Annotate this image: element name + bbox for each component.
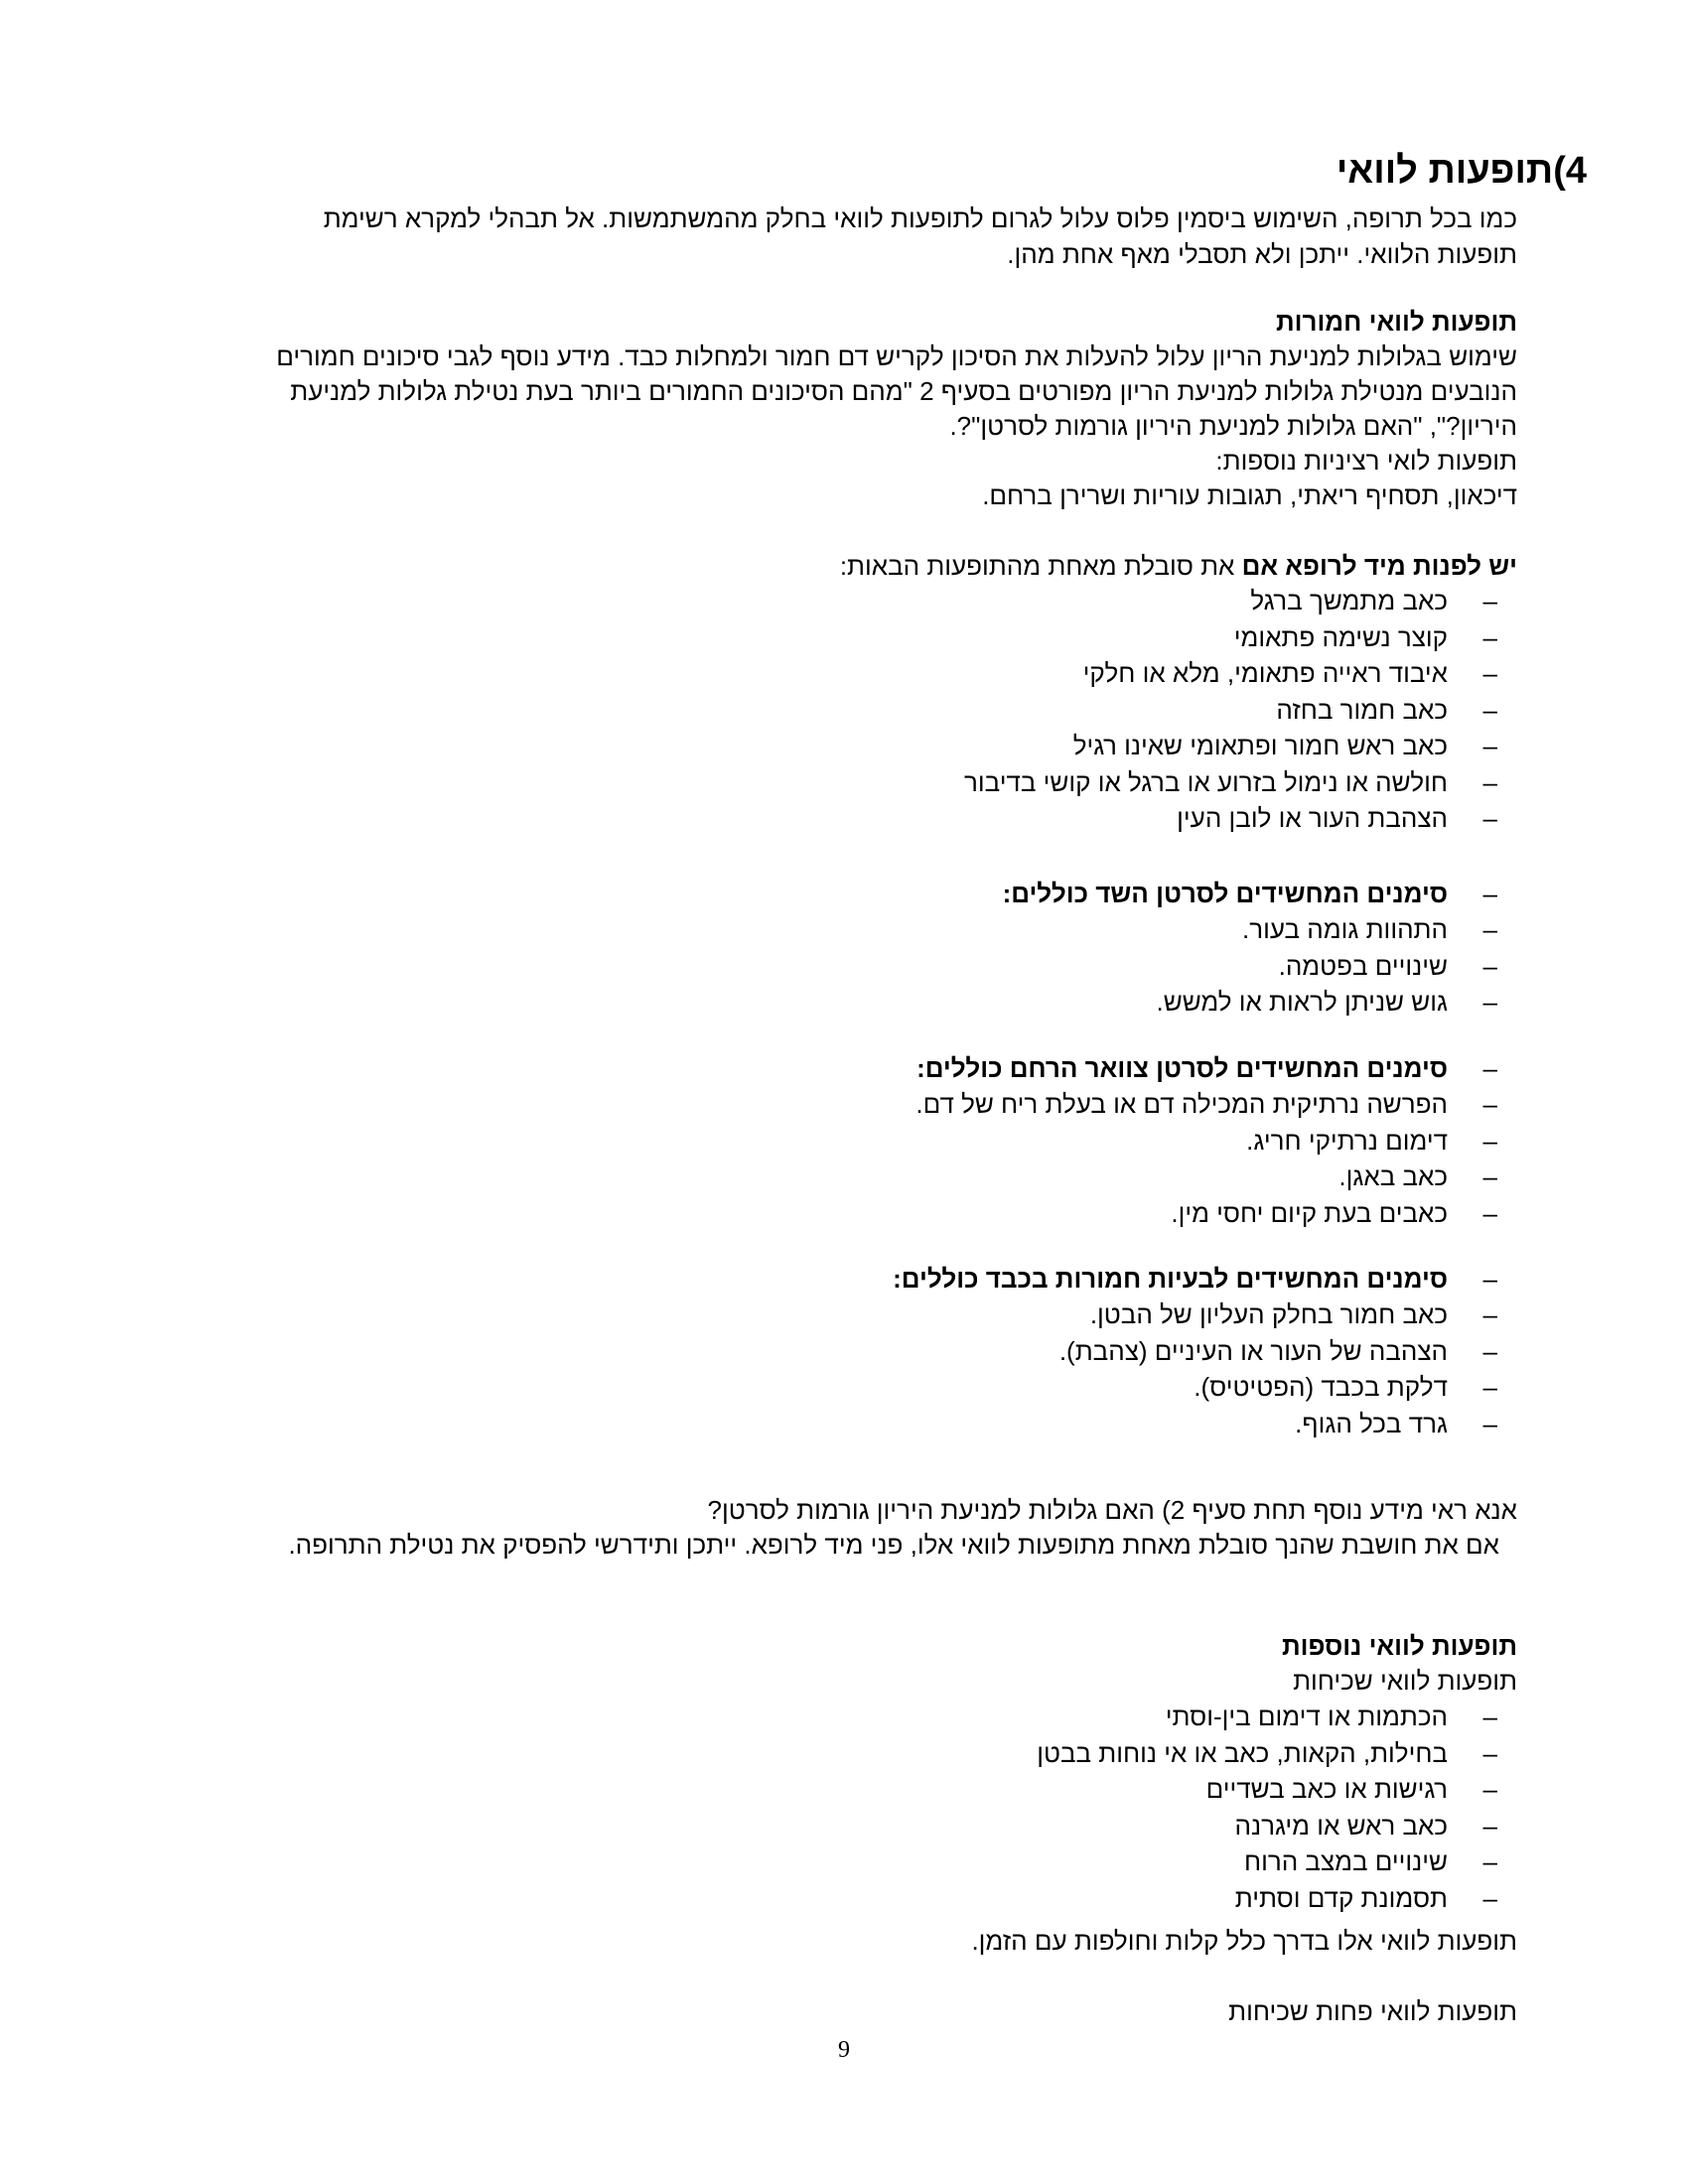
- dash-marker: –: [1482, 987, 1497, 1017]
- cervix-sign-item: [915, 1086, 1497, 1122]
- doctor-symptom-item: [1177, 800, 1497, 836]
- common-effect-item-text: הכתמות או דימום בין-וסתי: [1165, 1702, 1448, 1731]
- dash-marker: –: [1482, 1846, 1497, 1876]
- dash-marker: –: [1482, 1810, 1497, 1841]
- cervix-sign-item: [1171, 1195, 1497, 1231]
- dash-marker: –: [1482, 694, 1497, 725]
- cervix-sign-item-text: דימום נרתיקי חריג.: [1246, 1125, 1448, 1156]
- serious-line-1: שימוש בגלולות למניעת הריון עלול להעלות את הסיכון לקריש דם חמור ולמחלות כבד. מידע נוסף לגבי סיכונים חמורים: [276, 341, 1517, 371]
- dash-marker: –: [1482, 1161, 1497, 1191]
- doctor-symptom-item-text: איבוד ראייה פתאומי, מלא או חלקי: [1082, 658, 1448, 688]
- doctor-symptom-item: [1234, 619, 1497, 655]
- dash-marker: –: [1482, 1053, 1497, 1083]
- liver-sign-item: [1059, 1333, 1497, 1369]
- doctor-symptom-item-text: כאב מתמשך ברגל: [1250, 586, 1448, 615]
- doctor-symptom-item: [1250, 583, 1497, 618]
- common-effect-item: [1235, 1880, 1497, 1916]
- breast-signs-title-text: סימנים המחשידים לסרטן השד כוללים:: [1002, 879, 1448, 908]
- serious-line-3: היריון?", "האם גלולות למניעת היריון גורמות לסרטן"?.: [949, 411, 1517, 441]
- liver-signs-title: [893, 1261, 1497, 1297]
- intro-line-1: כמו בכל תרופה, השימוש ביסמין פלוס עלול לגרום לתופעות לוואי בחלק מהמשתמשות. אל תבהלי למקרא רשימת: [323, 204, 1517, 233]
- less-common-effects-title: תופעות לוואי פחות שכיחות: [1228, 1996, 1517, 2026]
- dash-marker: –: [1482, 1335, 1497, 1366]
- dash-marker: –: [1482, 586, 1497, 615]
- doctor-symptom-item: [1276, 692, 1497, 728]
- doctor-symptom-item: [1073, 728, 1497, 763]
- common-effect-item: [1234, 1808, 1497, 1843]
- dash-marker: –: [1482, 1264, 1497, 1294]
- breast-sign-item: [1279, 948, 1497, 984]
- doctor-instruction-bold: יש לפנות מיד לרופא אם: [1241, 551, 1517, 581]
- intro-line-2: תופעות הלוואי. ייתכן ולא תסבלי מאף אחת מהן.: [1007, 239, 1517, 269]
- dash-marker: –: [1482, 803, 1497, 833]
- breast-sign-item-text: גוש שניתן לראות או למשש.: [1156, 987, 1448, 1017]
- see-more-note: אנא ראי מידע נוסף תחת סעיף 2) האם גלולות למניעת היריון גורמות לסרטן?: [707, 1495, 1517, 1525]
- cervix-sign-item-text: כאב באגן.: [1338, 1161, 1448, 1191]
- liver-sign-item-text: גרד בכל הגוף.: [1295, 1408, 1448, 1438]
- additional-effects-title: תופעות לוואי נוספות: [1281, 1631, 1517, 1661]
- common-effect-item: [1037, 1735, 1497, 1771]
- breast-sign-item-text: התהוות גומה בעור.: [1242, 914, 1448, 944]
- stop-medication-note: אם את חושבת שהנך סובלת מאחת מתופעות לוואי אלו, פני מיד לרופא. ייתכן ותידרשי להפסיק את נטילת התרופה.: [288, 1530, 1499, 1560]
- liver-sign-item: [1090, 1297, 1497, 1332]
- cervix-sign-item: [1246, 1123, 1497, 1159]
- liver-sign-item-text: הצהבה של העור או העיניים (צהבת).: [1058, 1335, 1448, 1366]
- liver-signs-title-text: סימנים המחשידים לבעיות חמורות בכבד כוללים:: [893, 1264, 1448, 1294]
- dash-marker: –: [1482, 658, 1497, 688]
- serious-line-2: הנובעים מנטילת גלולות למניעת הריון מפורטים בסעיף 2 "מהם הסיכונים החמורים ביותר בעת נטילת גלולות למניעת: [290, 376, 1517, 406]
- dash-marker: –: [1482, 950, 1497, 981]
- dash-marker: –: [1482, 731, 1497, 760]
- doctor-symptom-item-text: הצהבת העור או לובן העין: [1177, 803, 1448, 833]
- liver-sign-item: [1295, 1406, 1497, 1441]
- cervix-signs-title: [916, 1050, 1497, 1086]
- dash-marker: –: [1482, 1299, 1497, 1329]
- common-effect-item: [1166, 1699, 1497, 1734]
- liver-sign-item: [1194, 1369, 1497, 1405]
- dash-marker: –: [1482, 621, 1497, 652]
- doctor-symptom-item: [964, 764, 1497, 800]
- dash-marker: –: [1482, 1089, 1497, 1119]
- cervix-sign-item-text: כאבים בעת קיום יחסי מין.: [1171, 1197, 1448, 1228]
- dash-marker: –: [1482, 1125, 1497, 1156]
- dash-marker: –: [1482, 914, 1497, 944]
- doctor-symptom-item-text: כאב חמור בחזה: [1276, 694, 1448, 725]
- common-effect-item-text: שינויים במצב הרוח: [1243, 1846, 1448, 1876]
- page-number: 9: [838, 2037, 850, 2063]
- cervix-sign-item-text: הפרשה נרתיקית המכילה דם או בעלת ריח של דם.: [915, 1089, 1448, 1119]
- breast-sign-item-text: שינויים בפטמה.: [1278, 950, 1448, 981]
- doctor-symptom-item-text: חולשה או נימול בזרוע או ברגל או קושי בדיבור: [964, 766, 1448, 797]
- doctor-symptom-item: [1083, 655, 1497, 691]
- dash-marker: –: [1482, 1197, 1497, 1228]
- doctor-instruction-rest: את סובלת מאחת מהתופעות הבאות:: [839, 551, 1242, 581]
- common-effect-item-text: רגישות או כאב בשדיים: [1205, 1774, 1448, 1804]
- dash-marker: –: [1482, 1737, 1497, 1768]
- common-effects-note: תופעות לוואי אלו בדרך כלל קלות וחולפות עם הזמן.: [971, 1926, 1517, 1956]
- dash-marker: –: [1482, 1372, 1497, 1402]
- liver-sign-item-text: כאב חמור בחלק העליון של הבטן.: [1089, 1299, 1448, 1329]
- cervix-sign-item: [1338, 1159, 1497, 1194]
- breast-sign-item: [1242, 911, 1497, 947]
- dash-marker: –: [1482, 1408, 1497, 1438]
- serious-title: תופעות לוואי חמורות: [1275, 307, 1517, 337]
- common-effect-item: [1206, 1771, 1497, 1807]
- doctor-symptom-item-text: קוצר נשימה פתאומי: [1233, 621, 1448, 652]
- common-effect-item-text: בחילות, הקאות, כאב או אי נוחות בבטן: [1037, 1737, 1448, 1768]
- dash-marker: –: [1482, 879, 1497, 908]
- cervix-signs-title-text: סימנים המחשידים לסרטן צוואר הרחם כוללים:: [916, 1053, 1448, 1083]
- common-effect-item-text: תסמונת קדם וסתית: [1234, 1882, 1448, 1913]
- breast-signs-title: [1003, 876, 1497, 911]
- serious-line-4: תופעות לואי רציניות נוספות:: [1215, 446, 1517, 476]
- breast-sign-item: [1156, 984, 1497, 1020]
- liver-sign-item-text: דלקת בכבד (הפטיטיס).: [1194, 1372, 1448, 1402]
- serious-line-5: דיכאון, תסחיף ריאתי, תגובות עוריות ושרירן ברחם.: [982, 480, 1517, 510]
- common-effects-title: תופעות לוואי שכיחות: [1293, 1666, 1517, 1696]
- common-effect-item: [1244, 1843, 1497, 1879]
- dash-marker: –: [1482, 1702, 1497, 1731]
- doctor-instruction: [840, 548, 1517, 584]
- dash-marker: –: [1482, 766, 1497, 797]
- doctor-symptom-item-text: כאב ראש חמור ופתאומי שאינו רגיל: [1072, 731, 1448, 760]
- dash-marker: –: [1482, 1774, 1497, 1804]
- section-heading: 4)תופעות לוואי: [1336, 150, 1587, 192]
- dash-marker: –: [1482, 1882, 1497, 1913]
- common-effect-item-text: כאב ראש או מיגרנה: [1234, 1810, 1448, 1841]
